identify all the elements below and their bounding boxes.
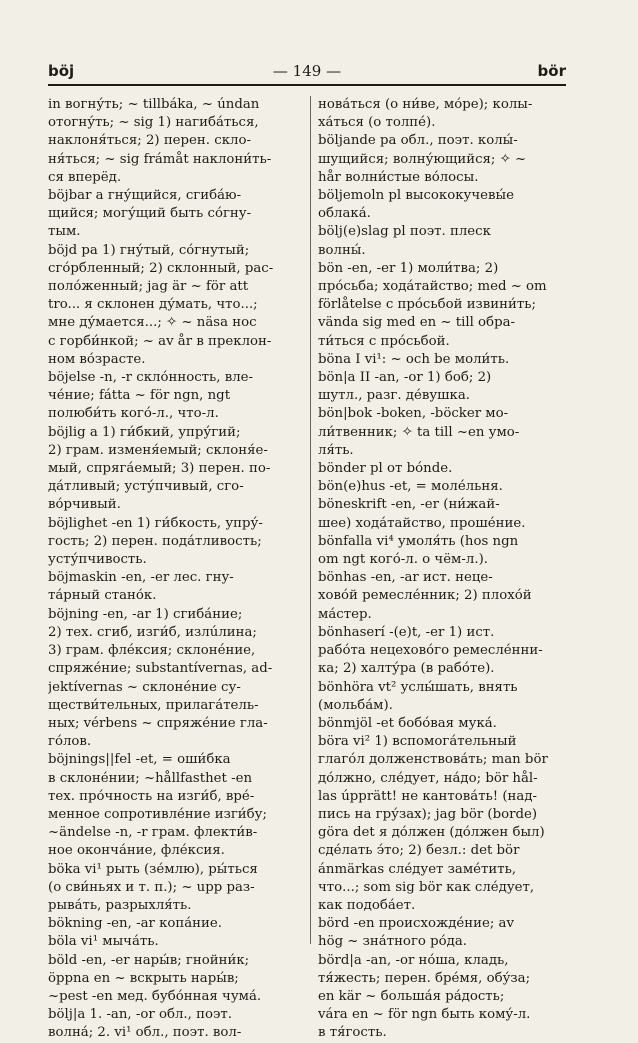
- dictionary-line: tro... я склонен ду́мать, что...;: [48, 297, 258, 313]
- dictionary-line: в склоне́нии; ~hållfasthet -en: [48, 770, 253, 786]
- dictionary-line: bölj(e)slag pl поэт. плеск: [318, 224, 491, 240]
- dictionary-line: мне ду́мается...; ✧ ~ näsa нос: [48, 315, 257, 331]
- dictionary-line: да́тливый; усту́пчивый, сго-: [48, 479, 244, 495]
- dictionary-line: öppna en ~ вскрыть нары́в;: [48, 970, 239, 986]
- dictionary-line: las úpprätt! не кантова́ть! (над-: [318, 788, 538, 804]
- dictionary-line: 2) тех. сгиб, изги́б, излúлина;: [48, 624, 257, 640]
- dictionary-line: менное сопротивле́ние изги́бу;: [48, 806, 267, 822]
- dictionary-line: bökning -en, -ar копа́ние.: [48, 916, 223, 932]
- dictionary-line: ном во́зрасте.: [48, 351, 146, 367]
- dictionary-line: bönhöra vt² услы́шать, внять: [318, 679, 518, 695]
- dictionary-line: в тя́гость.: [318, 1025, 387, 1041]
- dictionary-line: сго́рбленный; 2) склонный, рас-: [48, 260, 274, 276]
- dictionary-line: до́лжно, сле́дует, на́до; bör hål-: [318, 770, 538, 786]
- dictionary-line: böla vi¹ мыча́ть.: [48, 934, 159, 950]
- dictionary-line: ных; vérbens ~ спряже́ние гла-: [48, 715, 268, 731]
- dictionary-line: förlåtelse с про́сьбой извини́ть;: [318, 297, 536, 313]
- dictionary-line: поло́женный; jag är ~ för att: [48, 279, 249, 295]
- dictionary-line: ществи́тельных, прилага́тель-: [48, 697, 259, 713]
- dictionary-line: че́ние; fátta ~ för ngn, ngt: [48, 388, 231, 404]
- dictionary-line: böjelse -n, -r скло́нность, вле-: [48, 370, 253, 386]
- dictionary-line: bölj|a 1. -an, -or обл., поэт.: [48, 1007, 232, 1023]
- dictionary-line: (мольба́м).: [318, 697, 393, 713]
- dictionary-line: глаго́л должeнствова́ть; man bör: [318, 752, 548, 768]
- dictionary-line: bön|bok -boken, -böcker мо-: [318, 406, 509, 422]
- dictionary-line: пись на гру́зах); jag bör (borde): [318, 806, 538, 822]
- dictionary-line: тым.: [48, 224, 81, 240]
- dictionary-line: 3) грам. флéксия; склонéние,: [48, 643, 256, 659]
- dictionary-line: ка; 2) халту́ра (в рабо́те).: [318, 661, 495, 677]
- dictionary-line: vára en ~ för ngn быть кому́-л.: [318, 1007, 531, 1023]
- dictionary-line: ха́ться (о толпе́).: [318, 115, 436, 131]
- dictionary-line: böjmaskin -en, -er лес. гну-: [48, 570, 234, 586]
- dictionary-line: ное оконча́ние, фле́ксия.: [48, 843, 225, 859]
- dictionary-line: bönmjöl -et бобо́вая мука́.: [318, 715, 497, 731]
- dictionary-line: волна́; 2. vi¹ обл., поэт. вол-: [48, 1025, 242, 1041]
- right-column: [318, 96, 566, 1043]
- page-number: — 149 —: [272, 62, 342, 80]
- dictionary-line: го́лов.: [48, 734, 92, 750]
- dictionary-line: ля́ть.: [318, 442, 354, 458]
- dictionary-line: in вогну́ть; ~ tillbáka, ~ úndan: [48, 97, 260, 112]
- dictionary-line: böljemoln pl высококучевы́е: [318, 188, 514, 204]
- dictionary-line: ánmärkas сле́дует заме́тить,: [318, 861, 517, 877]
- left-column: [48, 96, 296, 1043]
- column-divider: [310, 96, 311, 944]
- dictionary-line: börd|a -an, -or но́ша, кладь,: [318, 952, 509, 968]
- dictionary-line: om ngt кого́-л. о чём-л.).: [318, 552, 488, 568]
- dictionary-line: шутл., разг. де́вушка.: [318, 388, 470, 404]
- dictionary-line: böljande pa обл., поэт. колы́-: [318, 133, 518, 149]
- dictionary-line: как подоба́ет.: [318, 897, 416, 913]
- dictionary-line: ся вперёд.: [48, 169, 122, 185]
- dictionary-line: böjlig а 1) ги́бкий, упру́гий;: [48, 424, 241, 440]
- dictionary-line: про́сьба; хода́тайство; med ~ om: [318, 279, 547, 295]
- dictionary-line: ~ändelse -n, -r грам. флекти́в-: [48, 825, 258, 841]
- left-running-headword: böj: [48, 62, 75, 80]
- dictionary-line: bönder pl от bónde.: [318, 461, 453, 477]
- dictionary-line: böld -en, -er нары́в; гнойни́к;: [48, 952, 250, 968]
- dictionary-line: щийся; могу́щий быть со́гну-: [48, 206, 252, 222]
- dictionary-line: шущийся; волну́ющийся; ✧ ~: [318, 151, 527, 167]
- dictionary-line: шее) хода́тайство, проше́ние.: [318, 515, 526, 531]
- dictionary-line: (о сви́ньях и т. п.); ~ upp раз-: [48, 879, 255, 895]
- header-rule: [48, 84, 566, 86]
- dictionary-line: рабо́та нецехово́го ремесле́нни-: [318, 643, 543, 659]
- dictionary-line: böka vi¹ рыть (зе́млю), ры́ться: [48, 861, 258, 877]
- dictionary-line: тех. про́чность на изги́б, вре́-: [48, 788, 255, 804]
- dictionary-line: jektívernas ~ склонéние су-: [48, 679, 241, 695]
- dictionary-line: börd -en происхожде́ние; av: [318, 916, 514, 932]
- dictionary-line: 2) грам. изменя́емый; склоня́е-: [48, 442, 268, 458]
- dictionary-line: bönhaserí -(e)t, -er 1) ист.: [318, 624, 495, 640]
- dictionary-line: vända sig med en ~ till обра-: [318, 315, 515, 331]
- dictionary-line: сде́лать э́то; 2) безл.: det bör: [318, 843, 520, 859]
- dictionary-line: что...; som sig bör как сле́дует,: [318, 879, 535, 895]
- dictionary-line: с горби́нкой; ~ av år в преклон-: [48, 333, 272, 349]
- page-header: [48, 62, 566, 82]
- dictionary-line: нова́ться (о ни́ве, мо́ре); колы-: [318, 97, 533, 112]
- dictionary-line: göra det я до́лжен (до́лжен был): [318, 825, 545, 841]
- dictionary-line: ма́стер.: [318, 606, 372, 622]
- dictionary-line: en kär ~ больша́я ра́дость;: [318, 988, 505, 1004]
- dictionary-line: волны́.: [318, 242, 366, 258]
- dictionary-line: мый, спряга́емый; 3) перен. по-: [48, 461, 271, 477]
- dictionary-line: bönfalla vi⁴ умоля́ть (hos ngn: [318, 533, 519, 549]
- dictionary-line: спряже́ние; substantívernas, ad-: [48, 661, 273, 677]
- dictionary-line: hög ~ зна́тного ро́да.: [318, 934, 467, 950]
- dictionary-line: böjnings||fel -et, = оши́бка: [48, 752, 231, 768]
- dictionary-line: böjlighet -en 1) ги́бкость, упру́-: [48, 515, 263, 531]
- dictionary-line: наклоня́ться; 2) перен. склo-: [48, 133, 251, 149]
- dictionary-line: böna I vi¹: ~ och be моли́ть.: [318, 351, 510, 367]
- dictionary-line: облака́.: [318, 206, 371, 222]
- dictionary-line: hår волни́стые во́лосы.: [318, 169, 479, 185]
- dictionary-line: bön(e)hus -et, = моле́льня.: [318, 479, 503, 495]
- dictionary-line: ти́ться с про́сьбой.: [318, 333, 450, 349]
- dictionary-line: усту́пчивость.: [48, 552, 147, 568]
- dictionary-line: bönhas -en, -ar ист. неце-: [318, 570, 493, 586]
- dictionary-line: bön|a II -an, -or 1) боб; 2): [318, 370, 492, 386]
- dictionary-line: та́рный стано́к.: [48, 588, 157, 604]
- dictionary-line: ~pest -en мед. бубо́нная чума́.: [48, 988, 262, 1004]
- dictionary-line: рыва́ть, разрыхля́ть.: [48, 897, 192, 913]
- dictionary-line: böjbar а гну́щийся, сгиба́ю-: [48, 188, 242, 204]
- dictionary-line: ли́твенник; ✧ ta till ~en умо-: [318, 424, 520, 440]
- dictionary-line: böjning -en, -ar 1) сгиба́ние;: [48, 606, 243, 622]
- dictionary-line: отогну́ть; ~ sig 1) нагиба́ться,: [48, 115, 259, 131]
- dictionary-line: böneskrift -en, -er (ни́жай-: [318, 497, 500, 513]
- dictionary-line: во́рчивый.: [48, 497, 121, 513]
- dictionary-line: полюби́ть кого́-л., что-л.: [48, 406, 219, 422]
- right-running-headword: bör: [537, 62, 566, 80]
- dictionary-line: böra vi² 1) вспомога́тельный: [318, 734, 517, 750]
- dictionary-line: bön -en, -er 1) моли́тва; 2): [318, 260, 499, 276]
- dictionary-line: хово́й ремесле́нник; 2) плохо́й: [318, 588, 532, 604]
- dictionary-line: гость; 2) перен. пода́тливость;: [48, 533, 262, 549]
- dictionary-line: böjd pa 1) гну́тый, со́гнутый;: [48, 242, 250, 258]
- dictionary-line: ня́ться; ~ sig frámåt наклони́ть-: [48, 151, 272, 167]
- dictionary-line: тя́жесть; перен. бре́мя, обу́за;: [318, 970, 531, 986]
